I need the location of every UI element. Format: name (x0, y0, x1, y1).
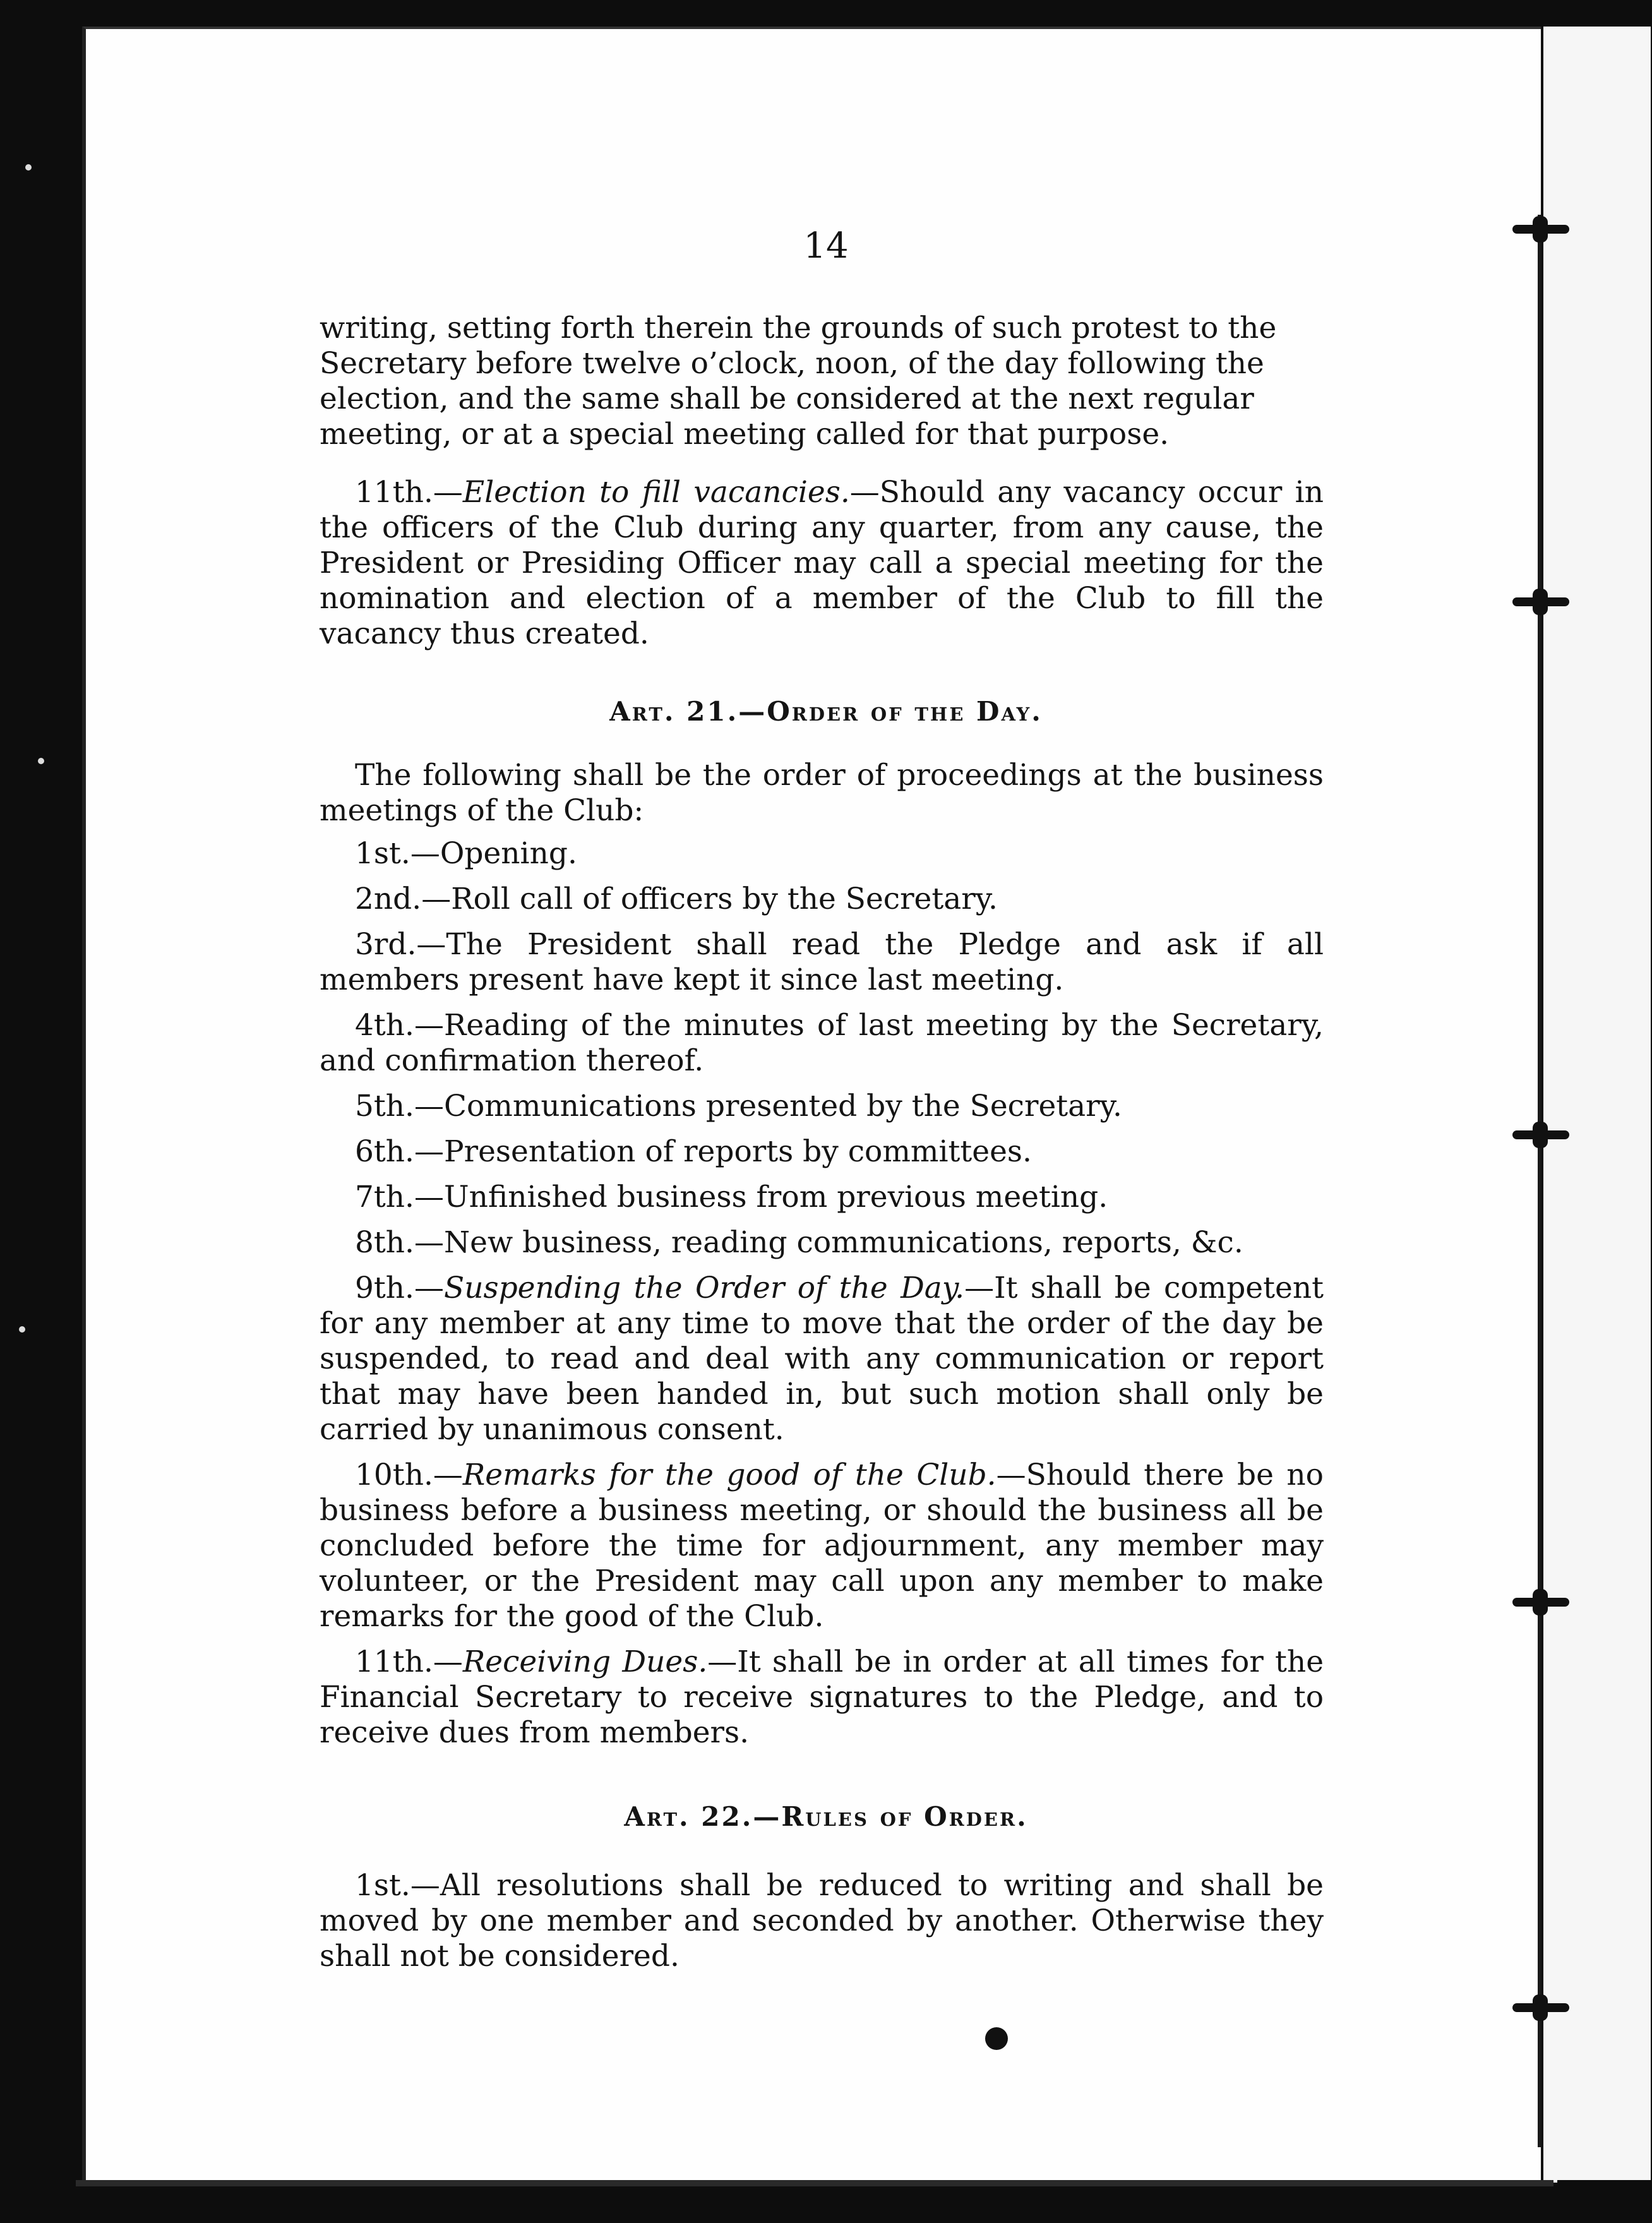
item-number: 6th.— (355, 1134, 444, 1169)
item-text: —Should there be no business before a business meeting, or should the business all be concluded before the time for adjournment, any member may volunteer, or the President may call upon any member to make remarks for the good of the Club. (320, 1458, 1324, 1634)
continuation-line: election, and the same shall be considered at the next regular (320, 381, 1254, 416)
item-text: Opening. (440, 836, 577, 871)
item-number: 3rd.— (355, 927, 446, 962)
item-number: 2nd.— (355, 882, 452, 916)
item-title: Suspending the Order of the Day. (444, 1271, 965, 1305)
item-text: Roll call of officers by the Secretary. (451, 882, 998, 916)
item-text: New business, reading communications, reports, &c. (444, 1225, 1243, 1260)
article-22-heading: Art. 22.—Rules of Order. (624, 1801, 1028, 1832)
list-item (320, 927, 1324, 998)
clause-title: Election to fill vacancies. (462, 475, 850, 510)
item-number: 10th.— (355, 1458, 463, 1492)
item-number: 1st.— (355, 836, 440, 871)
item-text: Reading of the minutes of last meeting by the Secretary, and confirmation thereof. (320, 1008, 1324, 1078)
item-text: The President shall read the Pledge and ask if all members present have kept it since last meeting. (320, 927, 1324, 997)
item-number: 5th.— (355, 1089, 444, 1123)
item-title: Remarks for the good of the Club. (462, 1458, 997, 1492)
list-item (320, 836, 1324, 872)
clause-continuation (320, 311, 1324, 452)
list-item (320, 1225, 1324, 1261)
list-item (320, 1868, 1324, 1974)
page-number: 14 (803, 225, 849, 267)
continuation-line: meeting, or at a special meeting called for that purpose. (320, 417, 1170, 452)
item-number: 4th.— (355, 1008, 444, 1043)
item-text: All resolutions shall be reduced to writing and shall be moved by one member and seconded by another. Otherwise they shall not be considered. (320, 1868, 1324, 1974)
item-number: 11th.— (355, 1645, 463, 1679)
article-21-intro: The following shall be the order of proceedings at the business meetings of the Club: (320, 758, 1324, 828)
article-22-items (320, 1868, 1324, 1974)
item-text: —It shall be in order at all times for the Financial Secretary to receive signatures to the Pledge, and to receive dues from members. (320, 1645, 1324, 1750)
article-21-body (320, 758, 1324, 1761)
item-number: 8th.— (355, 1225, 444, 1260)
clause-paragraph (320, 475, 1324, 652)
list-item (320, 1645, 1324, 1751)
clause-text: —Should any vacancy occur in the officers of the Club during any quarter, from any cause, the President or Presiding Officer may call a special meeting for the nomination and election of a member of the Club to fill the vacancy thus created. (320, 475, 1324, 651)
continuation-line: Secretary before twelve o’clock, noon, of the day following the (320, 346, 1264, 381)
item-number: 1st.— (355, 1868, 440, 1903)
item-text: Presentation of reports by committees. (444, 1134, 1032, 1169)
article-21-items (320, 836, 1324, 1751)
list-item (320, 882, 1324, 917)
item-text: Unfinished business from previous meeting. (444, 1180, 1108, 1214)
item-title: Receiving Dues. (462, 1645, 708, 1679)
item-number: 7th.— (355, 1180, 444, 1214)
list-item (320, 1271, 1324, 1447)
list-item (320, 1089, 1324, 1124)
item-text: —It shall be competent for any member at any time to move that the order of the day be suspended, to read and deal with any communication or report that may have been handed in, but such motion shall only be carried by unanimous consent. (320, 1271, 1324, 1447)
item-number: 9th.— (355, 1271, 444, 1305)
list-item (320, 1180, 1324, 1215)
clause-number: 11th.— (355, 475, 463, 510)
article-22-body (320, 1868, 1324, 1984)
clause-11-vacancies (320, 475, 1324, 652)
item-text: Communications presented by the Secretary. (444, 1089, 1122, 1123)
list-item (320, 1458, 1324, 1634)
list-item (320, 1008, 1324, 1079)
continuation-line: writing, setting forth therein the grounds of such protest to the (320, 311, 1277, 345)
article-21-heading: Art. 21.—Order of the Day. (609, 696, 1043, 727)
list-item (320, 1134, 1324, 1170)
